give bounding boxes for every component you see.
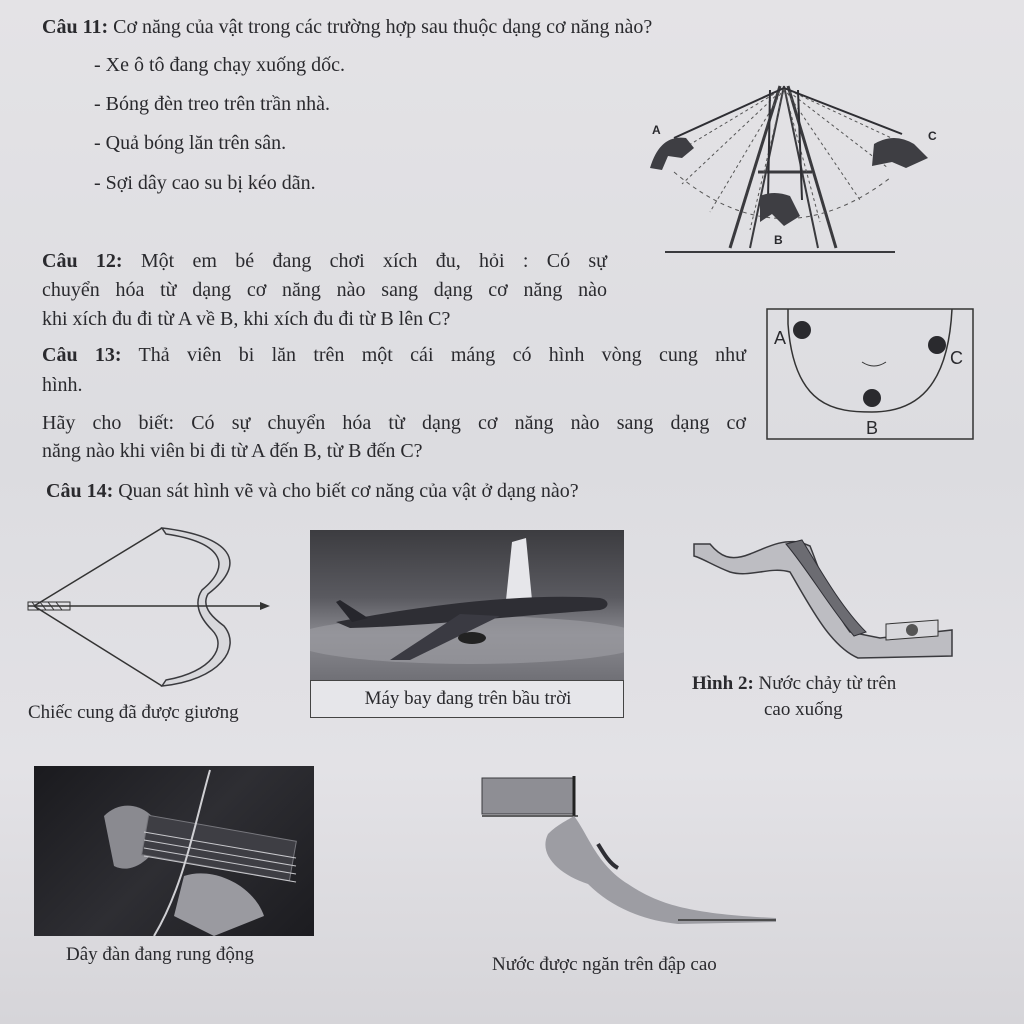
question-11-label: Câu 11: bbox=[42, 16, 109, 38]
q11-option-2: - Bóng đèn treo trên trần nhà. bbox=[94, 93, 331, 115]
track-label-c: C bbox=[950, 348, 963, 368]
motion-mark bbox=[862, 362, 886, 366]
q11-option-1: - Xe ô tô đang chạy xuống dốc. bbox=[94, 54, 346, 76]
falling-water bbox=[545, 816, 776, 924]
question-11-text: Cơ năng của vật trong các trường hợp sau thuộc dạng cơ năng nào? bbox=[113, 16, 653, 38]
bow-string-bottom bbox=[34, 606, 162, 686]
airplane-photo bbox=[310, 530, 624, 680]
question-14-text: Quan sát hình vẽ và cho biết cơ năng của vật ở dạng nào? bbox=[118, 480, 579, 502]
question-14-label: Câu 14: bbox=[46, 480, 114, 502]
tail-fin bbox=[336, 600, 368, 622]
turbine bbox=[906, 624, 918, 636]
question-12-line-3: khi xích đu đi từ A về B, khi xích đu đi từ B lên C? bbox=[42, 308, 451, 330]
q11-option-4: - Sợi dây cao su bị kéo dãn. bbox=[94, 172, 316, 194]
track-label-b: B bbox=[866, 418, 879, 438]
swing-figure bbox=[640, 72, 940, 262]
guitar-caption: Dây đàn đang rung động bbox=[66, 944, 254, 965]
bow-caption: Chiếc cung đã được giương bbox=[28, 702, 239, 723]
track-label-a: A bbox=[774, 328, 787, 348]
arrow-head bbox=[260, 602, 270, 610]
q11-option-3: - Quả bóng lăn trên sân. bbox=[94, 132, 287, 154]
swing-label-c: C bbox=[928, 129, 937, 143]
question-13-text-1: Thả viên bi lăn trên một cái máng có hình vòng cung như bbox=[138, 344, 747, 366]
hand-right bbox=[174, 873, 264, 936]
question-13-label: Câu 13: bbox=[42, 344, 122, 366]
question-13-line-1 bbox=[42, 342, 746, 368]
guitar-illustration bbox=[34, 766, 314, 936]
waterfall-figure bbox=[690, 536, 960, 662]
question-13-line-4: năng nào khi viên bi đi từ A đến B, từ B đến C? bbox=[42, 440, 423, 462]
figure-2-label: Hình 2: bbox=[692, 673, 754, 694]
question-13-line-3: Hãy cho biết: Có sự chuyển hóa từ dạng cơ năng nào sang dạng cơ bbox=[42, 412, 746, 434]
bow-string-top bbox=[34, 528, 162, 606]
bow-limb bbox=[162, 528, 230, 686]
swing-label-a: A bbox=[652, 123, 661, 137]
child-figures bbox=[650, 138, 928, 226]
bow-figure bbox=[20, 522, 280, 692]
ball-c bbox=[928, 336, 946, 354]
waterfall-caption-text: Nước chảy từ trên bbox=[758, 673, 897, 694]
waterfall-caption-line-1 bbox=[692, 673, 896, 695]
question-11 bbox=[42, 14, 652, 40]
reservoir bbox=[482, 778, 574, 814]
question-14 bbox=[46, 478, 579, 504]
guitar-photo bbox=[34, 766, 314, 936]
terrain bbox=[694, 542, 952, 658]
track-figure bbox=[766, 308, 976, 442]
question-12-line-2: chuyển hóa từ dạng cơ năng nào sang dạng cơ năng nào bbox=[42, 279, 607, 301]
question-12-text-1: Một em bé đang chơi xích đu, hỏi : Có sự bbox=[140, 250, 608, 272]
question-12-line-1 bbox=[42, 248, 607, 274]
guitar-neck bbox=[142, 815, 297, 880]
question-13-line-2: hình. bbox=[42, 374, 83, 396]
waterfall-caption-line-2: cao xuống bbox=[764, 699, 843, 720]
question-12-label: Câu 12: bbox=[42, 250, 123, 272]
dam-caption: Nước được ngăn trên đập cao bbox=[492, 954, 717, 975]
ball-b bbox=[863, 389, 881, 407]
swing-frame bbox=[665, 86, 895, 252]
contrail bbox=[506, 538, 532, 600]
airplane-illustration bbox=[310, 530, 624, 680]
engine bbox=[458, 632, 486, 644]
swing-label-b: B bbox=[774, 233, 783, 247]
airplane-caption: Máy bay đang trên bầu trời bbox=[364, 688, 572, 709]
dam-figure bbox=[478, 774, 778, 930]
ball-a bbox=[793, 321, 811, 339]
